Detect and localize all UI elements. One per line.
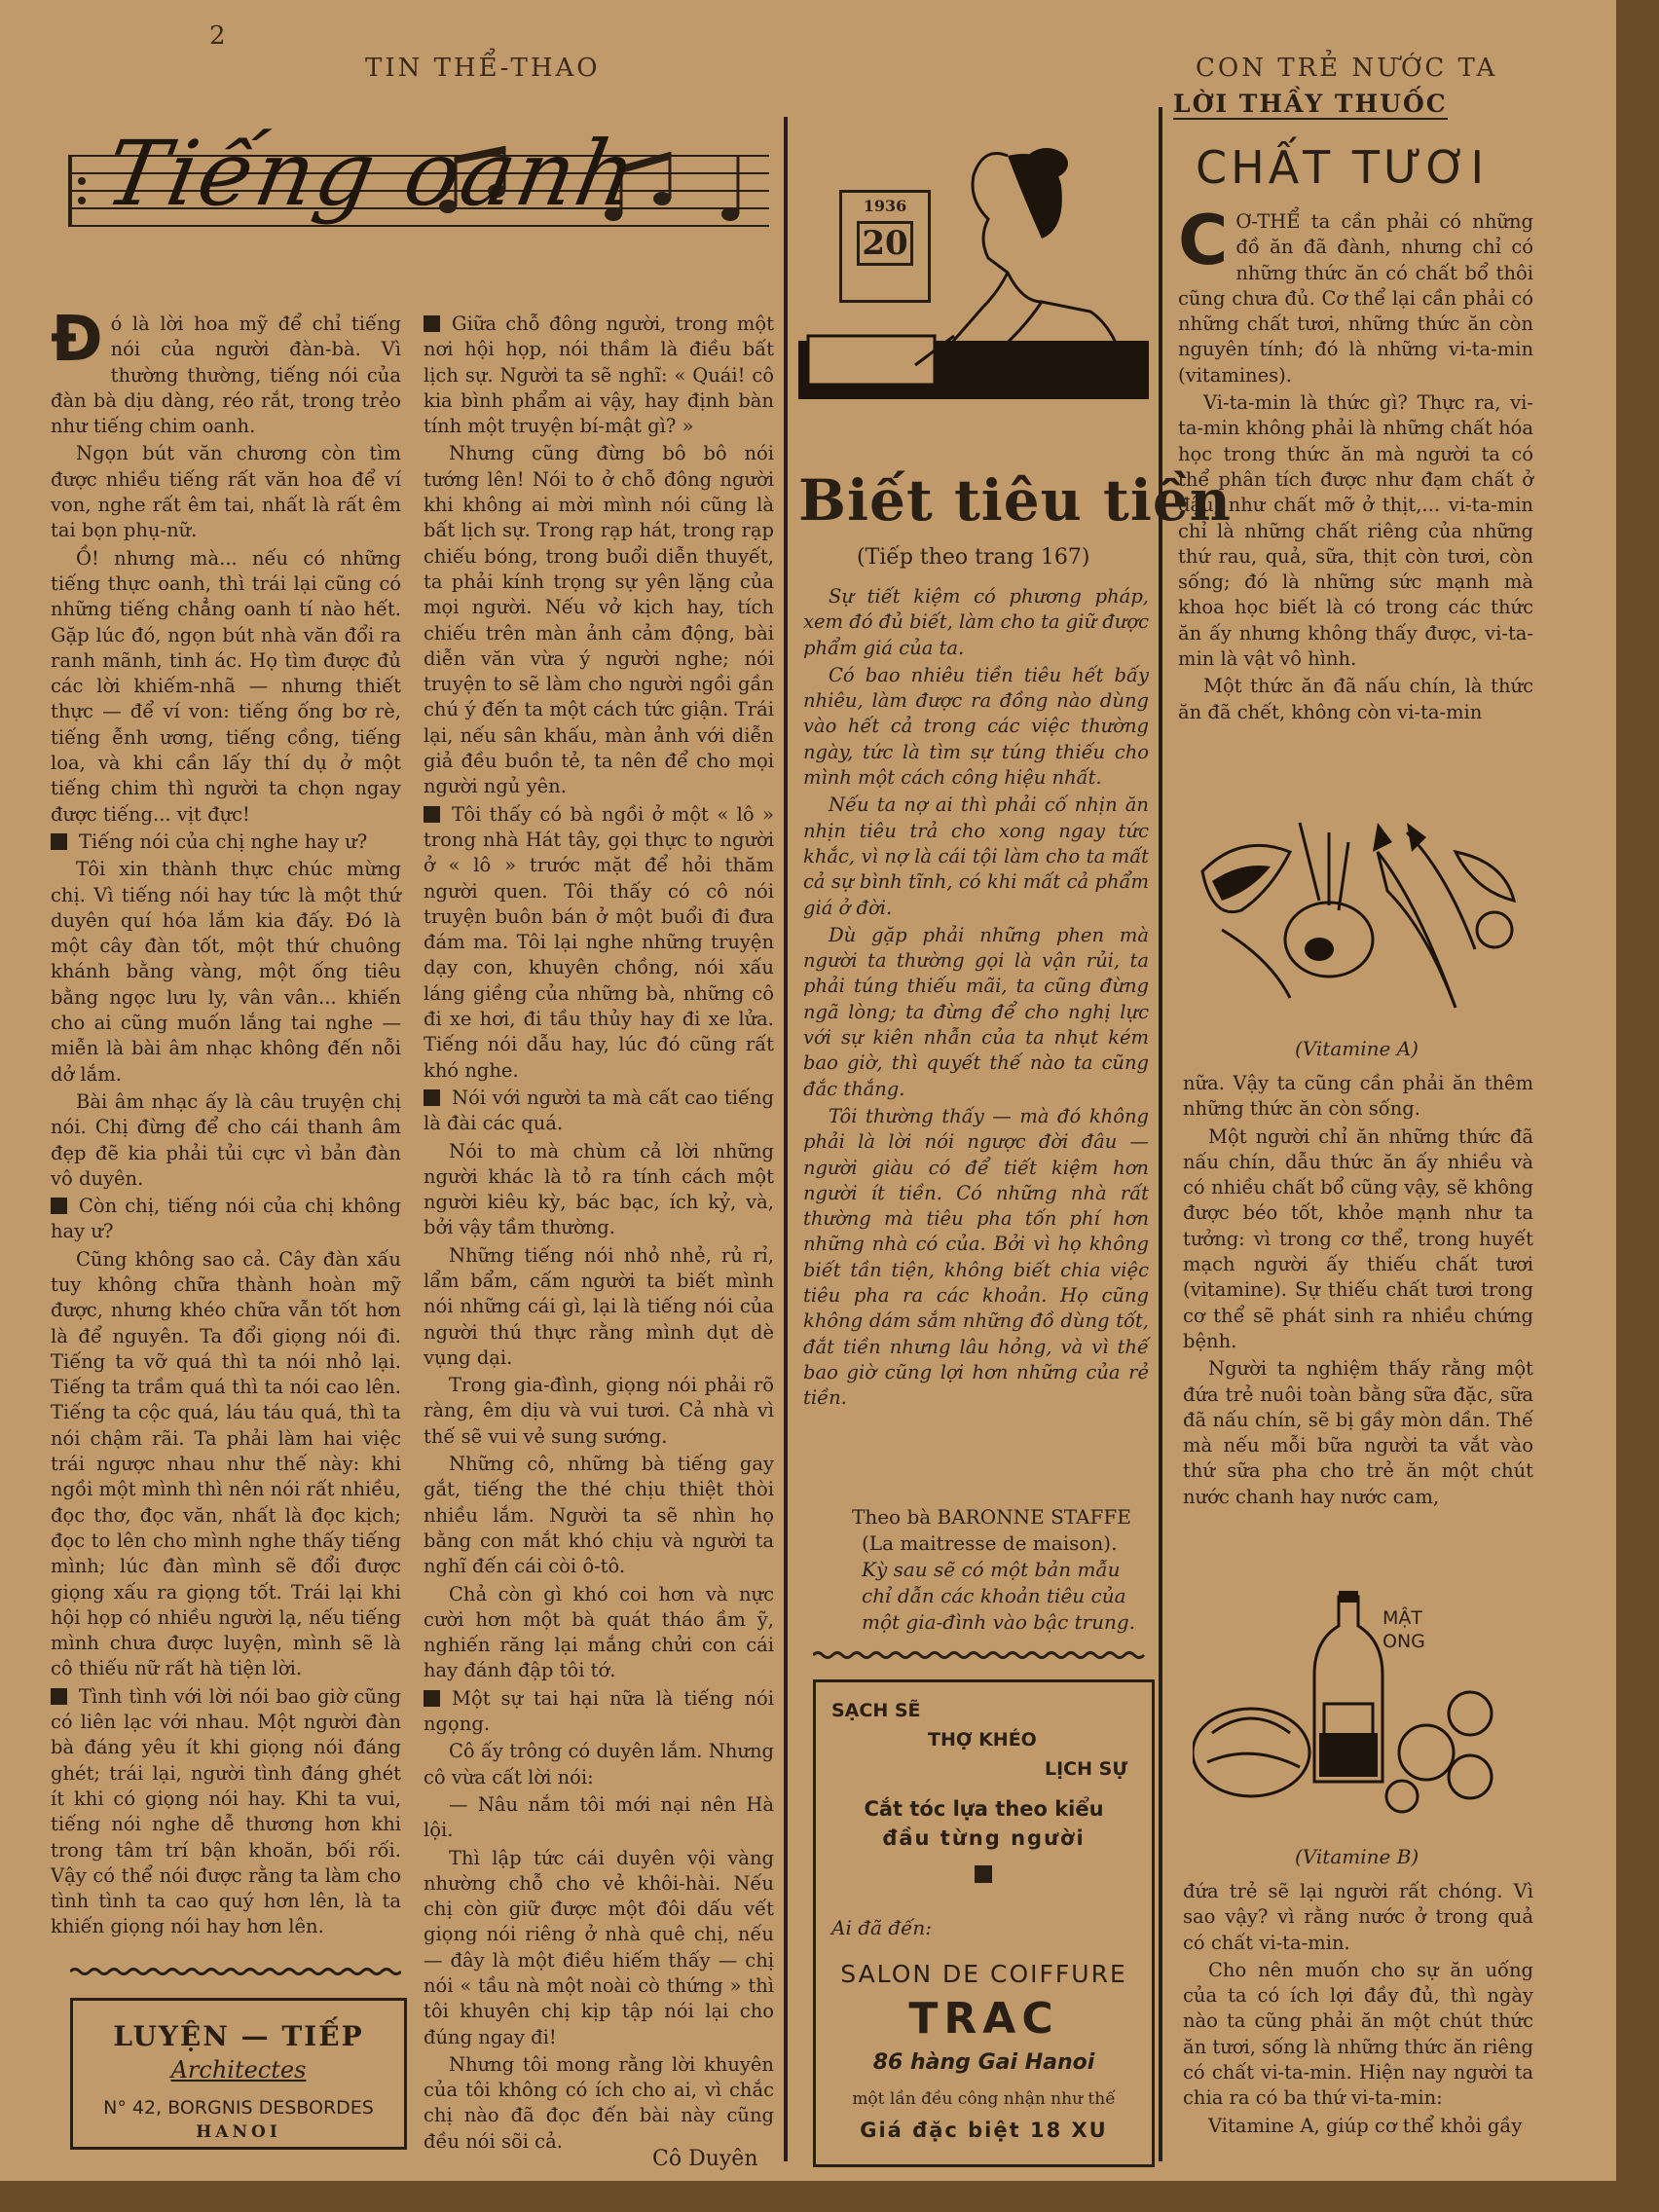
vegetables-illustration xyxy=(1183,813,1533,1017)
wavy-divider xyxy=(70,1967,401,1976)
caption-vitamine-b: (Vitamine B) xyxy=(1295,1845,1419,1868)
para: Những cô, những bà tiếng gay gắt, tiếng the thé chịu thiệt thòi nhiều lắm. Người ta sẽ nhìn họ bằng con mắt khó chịu và người ta nghĩ đến cái còi ô-tô. xyxy=(424,1453,774,1578)
para: đứa trẻ sẽ lại người rất chóng. Vì sao vậy? vì rằng nước ở trong quả có chất vi-ta-min. xyxy=(1183,1880,1533,1954)
ad-line: một lần đều công nhận như thế xyxy=(852,2089,1116,2109)
section-square-icon xyxy=(424,1690,440,1707)
ad-line: THỢ KHÉO xyxy=(928,1729,1037,1751)
article1-col1 xyxy=(51,304,401,1942)
section-square-icon xyxy=(424,1089,440,1106)
section-square-icon xyxy=(975,1865,992,1883)
para: Ơ-THỂ ta cần phải có những đồ ăn đã đành, nhưng chỉ có những thức ăn có chất bổ thôi cũng chưa đủ. Cơ thể lại cần phải có những chất tươi, những thức ăn còn nguyên tính; đó là những vi-ta-min (vitamines). xyxy=(1178,210,1533,387)
para: Vi-ta-min là thức gì? Thực ra, vi-ta-min không phải là những chất hóa học trong thức ăn mà người ta có thể phân tích được như đạm chất ở đậu, như chất mỡ ở thịt,... vi-ta-min chỉ là những chất riêng của những thứ rau, quả, sữa, thịt còn tươi, còn sống; đó là những sức mạnh mà khoa học biết là có trong các thức ăn ấy nhưng không thấy được, vi-ta-min là vật vô hình. xyxy=(1178,391,1533,671)
para: Ngọn bút văn chương còn tìm được nhiều tiếng rất văn hoa để ví von, nghe rất êm tai, nhất là rất êm tai bọn phụ-nữ. xyxy=(51,442,401,542)
para: Sự tiết kiệm có phương pháp, xem đó đủ biết, làm cho ta giữ được phẩm giá của ta. xyxy=(803,585,1149,659)
para: Nói to mà chùm cả lời những người khác là tỏ ra tính cách một người kiêu kỳ, bác bạc, ích kỷ, và, bởi vậy tầm thường. xyxy=(424,1139,774,1239)
next-issue-note: Kỳ sau sẽ có một bản mẫu chỉ dẫn các khoản tiêu của một gia-đình vào bậc trung. xyxy=(862,1558,1136,1634)
section-square-icon xyxy=(51,1688,67,1705)
ad-line: đầu từng người xyxy=(882,1826,1086,1850)
article1-col2 xyxy=(424,312,774,2157)
article2-byline xyxy=(852,1504,1149,1636)
para: Giữa chỗ đông người, trong một nơi hội họp, nói thầm là điều bất lịch sự. Người ta sẽ nghĩ: « Quái! cô kia bình phẩm ai vậy, hay định bàn tính một truyện bí-mật gì? » xyxy=(424,313,774,438)
article3-col-top xyxy=(1178,201,1533,727)
para: Tiếng nói của chị nghe hay ư? xyxy=(79,830,368,853)
byline-author: Theo bà BARONNE STAFFE xyxy=(852,1505,1131,1529)
ad-price: Giá đặc biệt 18 XU xyxy=(860,2119,1108,2142)
para: Cho nên muốn cho sự ăn uống của ta có ích lợi đầy đủ, thì ngày nào ta cũng phải ăn một chút thức ăn tươi, sống là những thức ăn riêng có chất vi-ta-min. Hiện nay người ta chia ra có ba thứ vi-ta-min: xyxy=(1183,1958,1533,2110)
para: Những tiếng nói nhỏ nhẻ, rủ rỉ, lẩm bẩm, cấm người ta biết mình nói những cái gì, lại là tiếng nói của người thú thực rằng mình dụt dè vụng dại. xyxy=(424,1243,774,1369)
para: Cô ấy trông có duyên lắm. Nhưng cô vừa cất lời nói: xyxy=(424,1740,774,1788)
para: Cũng không sao cả. Cây đàn xấu tuy không chữa thành hoàn mỹ được, nhưng khéo chữa vẫn tốt hơn là để nguyên. Ta đổi giọng nói đi. Tiếng ta vỡ quá thì ta nói nhỏ lại. Tiếng ta trầm quá thì ta nói cao lên. Tiếng ta cộc quá, láu táu quá, thì ta nói chậm rãi. Ta phải làm hai việc trái ngược nhau như thế này: khi ngồi một mình thì nên nói rất nhiều, đọc thơ, đọc văn, nhất là đọc kịch; đọc to lên cho mình nghe thấy tiếng mình; lúc đàn mình sẽ đổi được giọng xấu ra giọng tốt. Trái lại khi hội họp có nhiều người lạ, nếu tiếng mình chưa được luyện, mình sẽ là cô thiếu nữ rất hà tiện lời. xyxy=(51,1247,401,1680)
para: Thì lập tức cái duyên vội vàng nhường chỗ cho vẻ khôi-hài. Nếu chị còn giữ được một đôi dấu vết giọng nói riêng ở nhà quê chị, nếu — đây là một điều hiếm thấy — chị nói « tầu nà một noài cò thứng » thì tôi khuyên chị kịp tập nói lại cho đúng ngay đi! xyxy=(424,1846,774,2048)
header-right: CON TRẺ NƯỚC TA xyxy=(1196,54,1498,83)
para: Một người chỉ ăn những thức đã nấu chín, dẫu thức ăn ấy nhiều và có nhiều chất bổ cũng vậy, sẽ không được béo tốt, khỏe mạnh như ta tưởng: vì trong cơ thể, trong huyết mạch người ấy thiếu chất tươi (vitamine). Sự thiếu chất tươi trong cơ thể sẽ phát sinh ra nhiều chứng bệnh. xyxy=(1183,1124,1533,1352)
section-square-icon xyxy=(51,1198,67,1214)
para: Tôi thường thấy — mà đó không phải là lời nói ngược đời đâu — người giàu có để tiết kiệm hơn người ít tiền. Có những nhà rất thường mà tiêu pha tốn phí hơn những nhà có của. Bởi vì họ không biết tần tiện, không biết chia việc tiêu pha ra các khoản. Họ cũng không dám sắm những đồ dùng tốt, đắt tiền nhưng lâu hỏng, và vì thế bao giờ cũng lợi hơn những của rẻ tiền. xyxy=(803,1104,1149,1410)
para: Tôi xin thành thực chúc mừng chị. Vì tiếng nói hay tức là một thứ duyên quí hóa lắm kia đấy. Đó là một cây đàn tốt, một thứ chuông khánh bằng vàng, một ống tiêu bằng ngọc lưu ly, vân vân... khiến cho ai cũng muốn lắng tai nghe — miễn là bài âm nhạc không đến nỗi dở lắm. xyxy=(51,858,401,1086)
page-number: 2 xyxy=(209,21,229,51)
column-rule-2 xyxy=(1159,107,1162,2161)
byline-source: (La maitresse de maison). xyxy=(862,1531,1118,1555)
calendar-day: 20 xyxy=(857,221,913,266)
ad-address: 86 hàng Gai Hanoi xyxy=(872,2050,1095,2075)
calendar-icon xyxy=(839,190,931,303)
ad-line: LỊCH SỰ xyxy=(1045,1758,1128,1780)
para: Một sự tai hại nữa là tiếng nói ngọng. xyxy=(424,1686,774,1736)
drop-cap: C xyxy=(1178,201,1229,280)
para: Ồ! nhưng mà... nếu có những tiếng thực oanh, thì trái lại cũng có những tiếng chẳng oanh tí nào hết. Gặp lúc đó, ngọn bút nhà văn đổi ra ranh mãnh, tinh ác. Họ tìm được đủ các lời khiếm-nhã — nhưng thiết thực — để ví von: tiếng ống bơ rè, tiếng ễnh ương, tiếng cồng, tiếng loa, và khi cần lấy thí dụ ở một tiếng chim thì người ta chọn ngay được tiếng... vịt đực! xyxy=(51,546,401,826)
para: Người ta nghiệm thấy rằng một đứa trẻ nuôi toàn bằng sữa đặc, sữa đã nấu chín, sẽ bị gầy mòn dần. Thế mà nếu mỗi bữa người ta vắt vào thứ sữa pha cho trẻ ăn một chút nước chanh hay nước cam, xyxy=(1183,1357,1533,1508)
article2-title: Biết tiêu tiền xyxy=(798,467,1232,534)
ad-line: Cắt tóc lựa theo kiểu xyxy=(864,1797,1104,1821)
salon-trac-ad xyxy=(813,1679,1155,2167)
ad-name: LUYỆN — TIẾP xyxy=(113,2020,364,2052)
wavy-divider xyxy=(813,1650,1149,1660)
para: Nhưng cũng đừng bô bô nói tướng lên! Nói to ở chỗ đông người khi không ai mời mình nói cũng là bất lịch sự. Trong rạp hát, trong rạp chiếu bóng, trong buổi diễn thuyết, ta phải kính trọng sự yên lặng của mọi người. Nếu vở kịch hay, tích chiếu trên màn ảnh cảm động, bài diễn văn vừa ý người nghe; nói truyện to sẽ làm cho người ngồi gần chú ý đến ta một cách tức giận. Trái lại, nếu sân khấu, màn ảnh với diễn giả đều buồn tẻ, ta nên để cho mọi người ngủ yên. xyxy=(424,442,774,798)
ad-line: SALON DE COIFFURE xyxy=(840,1960,1127,1988)
honey-fruit-illustration xyxy=(1193,1587,1504,1821)
ad-city: HANOI xyxy=(196,2122,281,2142)
para: Dù gặp phải những phen mà người ta thường gọi là vận rủi, ta phải túng thiếu mãi, ta cũng đừng ngã lòng; ta đừng để cho nghị lực với sự kiên nhẫn của ta nhụt kém bao giờ, thì quyết thế nào ta cũng đắc thắng. xyxy=(803,923,1149,1100)
article2-continued: (Tiếp theo trang 167) xyxy=(857,545,1090,570)
article3-col-bottom xyxy=(1183,1879,1533,2141)
ad-line: SẠCH SẼ xyxy=(831,1700,921,1721)
para: Nhưng tôi mong rằng lời khuyên của tôi không có ích cho ai, vì chắc chị nào đã đọc đến bài này cũng đều nói sõi cả. xyxy=(424,2052,774,2153)
para: Trong gia-đình, giọng nói phải rõ ràng, êm dịu và vui tươi. Cả nhà vì thế sẽ vui vẻ sung sướng. xyxy=(424,1374,774,1448)
section-heading: LỜI THẦY THUỐC xyxy=(1173,90,1448,118)
ad-sub: Architectes xyxy=(170,2056,307,2083)
para: — Nâu nắm tôi mới nại nên Hà lội. xyxy=(424,1792,774,1842)
column-rule-1 xyxy=(784,117,788,2161)
calendar-year: 1936 xyxy=(863,197,907,215)
para: Còn chị, tiếng nói của chị không hay ư? xyxy=(51,1195,401,1243)
section-square-icon xyxy=(424,806,440,823)
para: ó là lời hoa mỹ để chỉ tiếng nói của người đàn-bà. Vì thường thường, tiếng nói của đàn bà dịu dàng, réo rắt, trong trẻo như tiếng chim oanh. xyxy=(51,313,401,438)
para: Tôi thấy có bà ngồi ở một « lô » trong nhà Hát tây, gọi thực to người ở « lô » trước mặt để hỏi thăm người quen. Tôi thấy có cô nói truyện buôn bán ở một buổi đi đưa đám ma. Tôi lại nghe những truyện dạy con, khuyên chồng, nói xấu láng giềng của những bà, những cô đi xe hơi, đi tầu thủy hay đi xe lửa. Tiếng nói dẫu hay, lúc đó cũng rất khó nghe. xyxy=(424,802,774,1082)
para: Nếu ta nợ ai thì phải cố nhịn ăn nhịn tiêu trả cho xong ngay tức khắc, vì nợ là cái tội làm cho ta mất cả sự bình tĩnh, có khi mất cả phẩm giá ở đời. xyxy=(803,793,1149,919)
drop-cap: Đ xyxy=(51,304,103,376)
section-square-icon xyxy=(424,315,440,332)
caption-vitamine-a: (Vitamine A) xyxy=(1295,1037,1419,1060)
para: Có bao nhiêu tiền tiêu hết bấy nhiêu, làm được ra đồng nào dùng vào hết cả trong các việc thường ngày, tức là tìm sự túng thiếu cho mình một cách công hiệu nhất. xyxy=(803,663,1149,790)
para: nữa. Vậy ta cũng cần phải ăn thêm những thức ăn còn sống. xyxy=(1183,1072,1533,1121)
article3-col-mid xyxy=(1183,1071,1533,1512)
luyen-tiep-ad xyxy=(70,1998,407,2150)
article1-title: Tiếng oanh xyxy=(97,122,645,226)
header-left: TIN THỂ-THAO xyxy=(365,54,601,83)
ad-trac: TRAC xyxy=(908,1994,1059,2044)
article3-title: CHẤT TƯƠI xyxy=(1196,141,1489,194)
section-square-icon xyxy=(51,833,67,850)
para: Chả còn gì khó coi hơn và nực cười hơn một bà quát tháo ầm ỹ, nghiến răng lại mắng chửi con cái hay đánh đập tôi tớ. xyxy=(424,1582,774,1682)
article1-signature: Cô Duyên xyxy=(652,2147,758,2171)
para: Vitamine A, giúp cơ thể khỏi gầy xyxy=(1208,2114,1523,2137)
ad-address: N° 42, BORGNIS DESBORDES xyxy=(103,2097,374,2119)
para: Một thức ăn đã nấu chín, là thức ăn đã chết, không còn vi-ta-min xyxy=(1178,675,1533,723)
bottle-label: MẬT ONG xyxy=(1382,1607,1425,1652)
para: Tình tình với lời nói bao giờ cũng có liên lạc với nhau. Một người đàn bà đáng yêu ít khi giọng nói đáng ghét; trái lại, người tình đáng ghét ít khi có giọng nói hay. Khi ta vui, tiếng nói nghe dễ thương hơn khi trong tâm trí bận khoăn, bối rối. Vậy có thể nói được rằng ta làm cho tình tình ta cao quý hơn lên, là ta khiến giọng nói hay hơn lên. xyxy=(51,1684,401,1938)
article2-body xyxy=(803,584,1149,1414)
para: Nói với người ta mà cất cao tiếng là đài các quá. xyxy=(424,1086,774,1135)
ad-line: Ai đã đến: xyxy=(831,1916,933,1939)
para: Bài âm nhạc ấy là câu truyện chị nói. Chị đừng để cho cái thanh âm đẹp đẽ kia phải tủi cực vì bản đàn vô duyên. xyxy=(51,1089,401,1190)
